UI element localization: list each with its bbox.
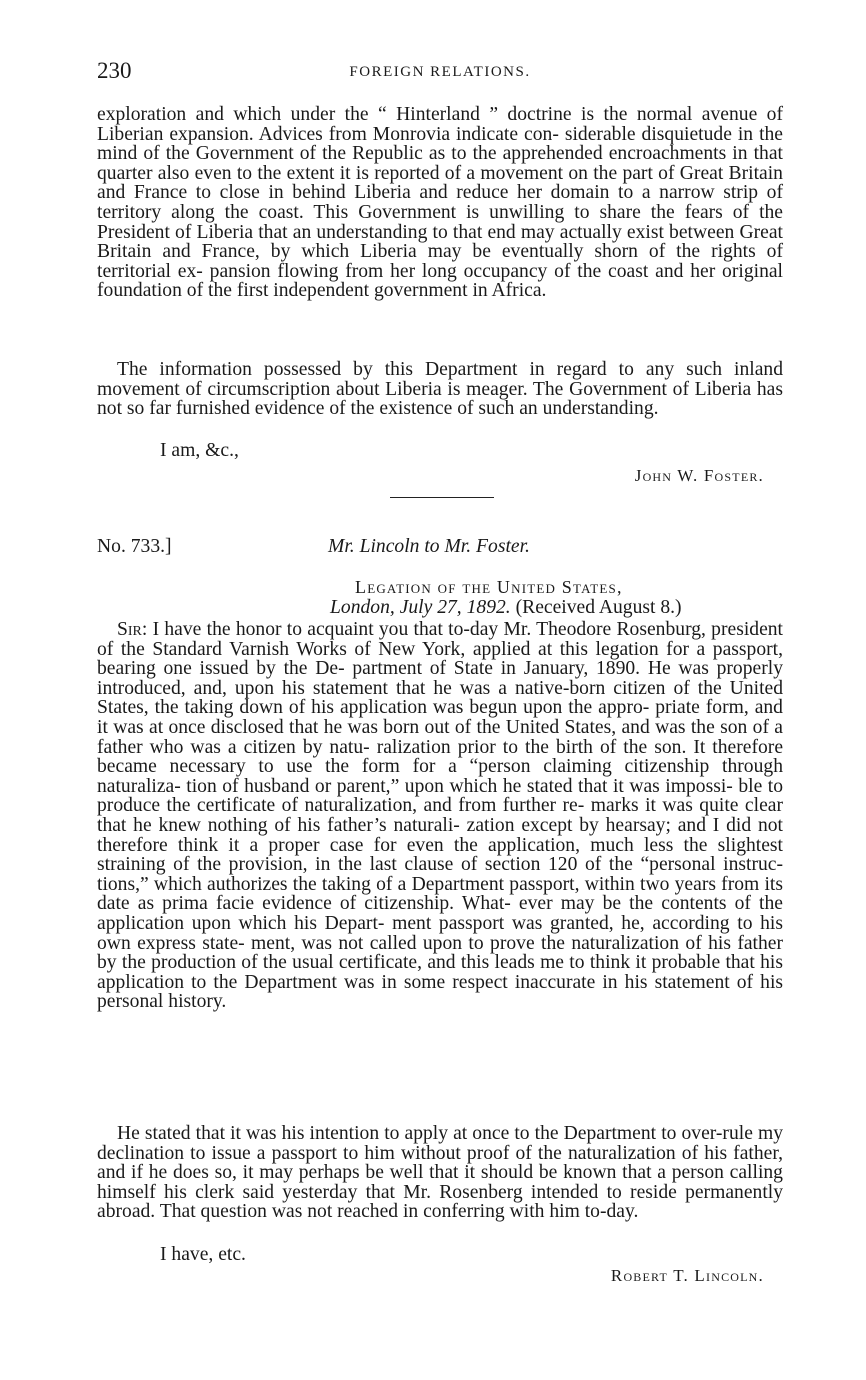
letter2-signature: Robert T. Lincoln.	[610, 1266, 764, 1285]
letter2-closing: I have, etc.	[160, 1244, 246, 1265]
letter2-paragraph-2	[97, 1124, 783, 1222]
paragraph-line: Government of Liberia has not so far furnished evidence of the existence	[97, 378, 783, 420]
paragraph-line: United States, and was the son of a father who was a citizen by natu-	[97, 716, 783, 758]
place-date: London, July 27, 1892.	[330, 597, 511, 618]
paragraph-line: case for even the application, much less the slightest straining of the	[97, 834, 784, 876]
legation-heading: Legation of the United States,	[355, 577, 623, 597]
paragraph-line: ralization prior to the birth of the son. It therefore became necessary	[97, 736, 784, 778]
paragraph-line: to use the form for a “person claiming citizenship through naturaliza-	[97, 756, 783, 797]
paragraph-line: exploration and which under the “ Hinterland ” doctrine is the normal	[97, 104, 693, 125]
paragraph-line: pansion flowing from her long occupancy of the coast and her original	[209, 260, 784, 282]
letter2-paragraph-1	[97, 620, 783, 1012]
paragraph-line: siderable disquietude in the mind of the Government of the Republic	[97, 123, 784, 165]
paragraph-line: tions,” which authorizes the taking of a Department passport, within	[97, 873, 635, 895]
paragraph-line: of such an understanding.	[457, 398, 659, 420]
paragraph-line: inaccurate in his statement of his personal history.	[97, 971, 784, 1013]
paragraph-line: applied at this legation for a passport, bearing one issued by the De-	[97, 638, 783, 680]
paragraph-line: Rosenburg, president of the Standard Varnish Works of New York,	[97, 619, 784, 660]
paragraph-line: extent it is reported of a movement on the part of Great Britain and	[97, 162, 783, 204]
paragraph-line: France to close in behind Liberia and reduce her domain to a narrow	[133, 182, 715, 204]
paragraph-line: strip of territory along the coast. This Government is unwilling to	[97, 182, 783, 223]
paragraph-line: partment of State in January, 1890. He was properly introduced, and,	[97, 658, 783, 699]
letter1-signature: John W. Foster.	[634, 466, 764, 485]
paragraph-line: abroad. That question was not reached in conferring with him to-day.	[97, 1201, 639, 1223]
paragraph-line: ment, was not called upon to prove the naturalization of his father by	[97, 932, 784, 974]
paragraph-line: He stated that it was his intention to apply at once to the Department	[117, 1123, 657, 1144]
paragraph-line: share the fears of the President of Liberia that an understanding to	[97, 201, 784, 243]
paragraph-line: ever may be the contents of the application upon which his Depart-	[97, 893, 783, 934]
paragraph-line: foundation of the first independent government in Africa.	[97, 280, 547, 302]
paragraph-line: that end may actually exist between Great Britain and France, by	[97, 221, 783, 263]
document-number: No. 733.]	[97, 536, 172, 557]
dateline	[330, 597, 682, 619]
continuation-paragraph	[97, 105, 783, 301]
paragraph-line: of the naturalization of his father, and if he does so, it may perhaps	[97, 1142, 783, 1184]
paragraph-line: zation except by hearsay; and I did not therefore think it a proper	[97, 814, 784, 856]
paragraph-line: States, the taking down of his application was begun upon the appro-	[97, 697, 650, 719]
page-header	[97, 58, 783, 88]
received-date: (Received August 8.)	[515, 597, 682, 618]
paragraph-line: said yesterday that Mr. Rosenberg intended to reside permanently	[242, 1181, 783, 1203]
information-paragraph	[97, 360, 783, 419]
salutation: Sir:	[117, 619, 148, 640]
letter1-closing: I am, &c.,	[160, 440, 239, 461]
paragraph-line: which Liberia may be eventually shorn of the rights of territorial ex-	[97, 241, 783, 282]
paragraph-line: two years from its date as prima facie evidence of citizenship. What-	[97, 873, 784, 915]
paragraph-line: marks it was quite clear that he knew nothing of his father’s naturali-	[97, 795, 783, 836]
paragraph-line: priate form, and it was at once disclosed that he was born out of the	[97, 697, 783, 738]
paragraph-line: ment passport was granted, he, according to his own express state-	[97, 912, 784, 954]
paragraph-line: The information possessed by this Department in regard to any such	[117, 359, 723, 380]
paragraph-line: be well that it should be known that a person calling himself his clerk	[97, 1162, 783, 1203]
paragraph-line: the production of the usual certificate, and this leads me to think it	[121, 952, 647, 974]
paragraph-line: upon his statement that he was a native-born citizen of the United	[234, 677, 784, 699]
section-divider	[390, 497, 494, 498]
paragraph-line: ble to produce the certificate of naturalization, and from further re-	[97, 775, 784, 817]
paragraph-line: provision, in the last clause of section 120 of the “personal instruc-	[228, 854, 783, 876]
paragraph-line: tion of husband or parent,” upon which he stated that it was impossi-	[186, 775, 733, 797]
paragraph-line: inland movement of circumscription about Liberia is meager. The	[97, 359, 783, 400]
paragraph-line: to over-rule my declination to issue a passport to him without proof	[97, 1123, 783, 1164]
document-title: Mr. Lincoln to Mr. Foster.	[328, 536, 530, 557]
paragraph-line: as to the apprehended encroachments in that quarter also even to the	[97, 143, 783, 184]
paragraph-line: avenue of Liberian expansion. Advices from Monrovia indicate con-	[97, 104, 783, 145]
paragraph-line: probable that his application to the Department was in some respect	[97, 952, 783, 993]
page-number: 230	[97, 58, 132, 83]
paragraph-line: I have the honor to acquaint you that to-day Mr. Theodore	[152, 619, 612, 640]
running-head: FOREIGN RELATIONS.	[349, 64, 531, 80]
